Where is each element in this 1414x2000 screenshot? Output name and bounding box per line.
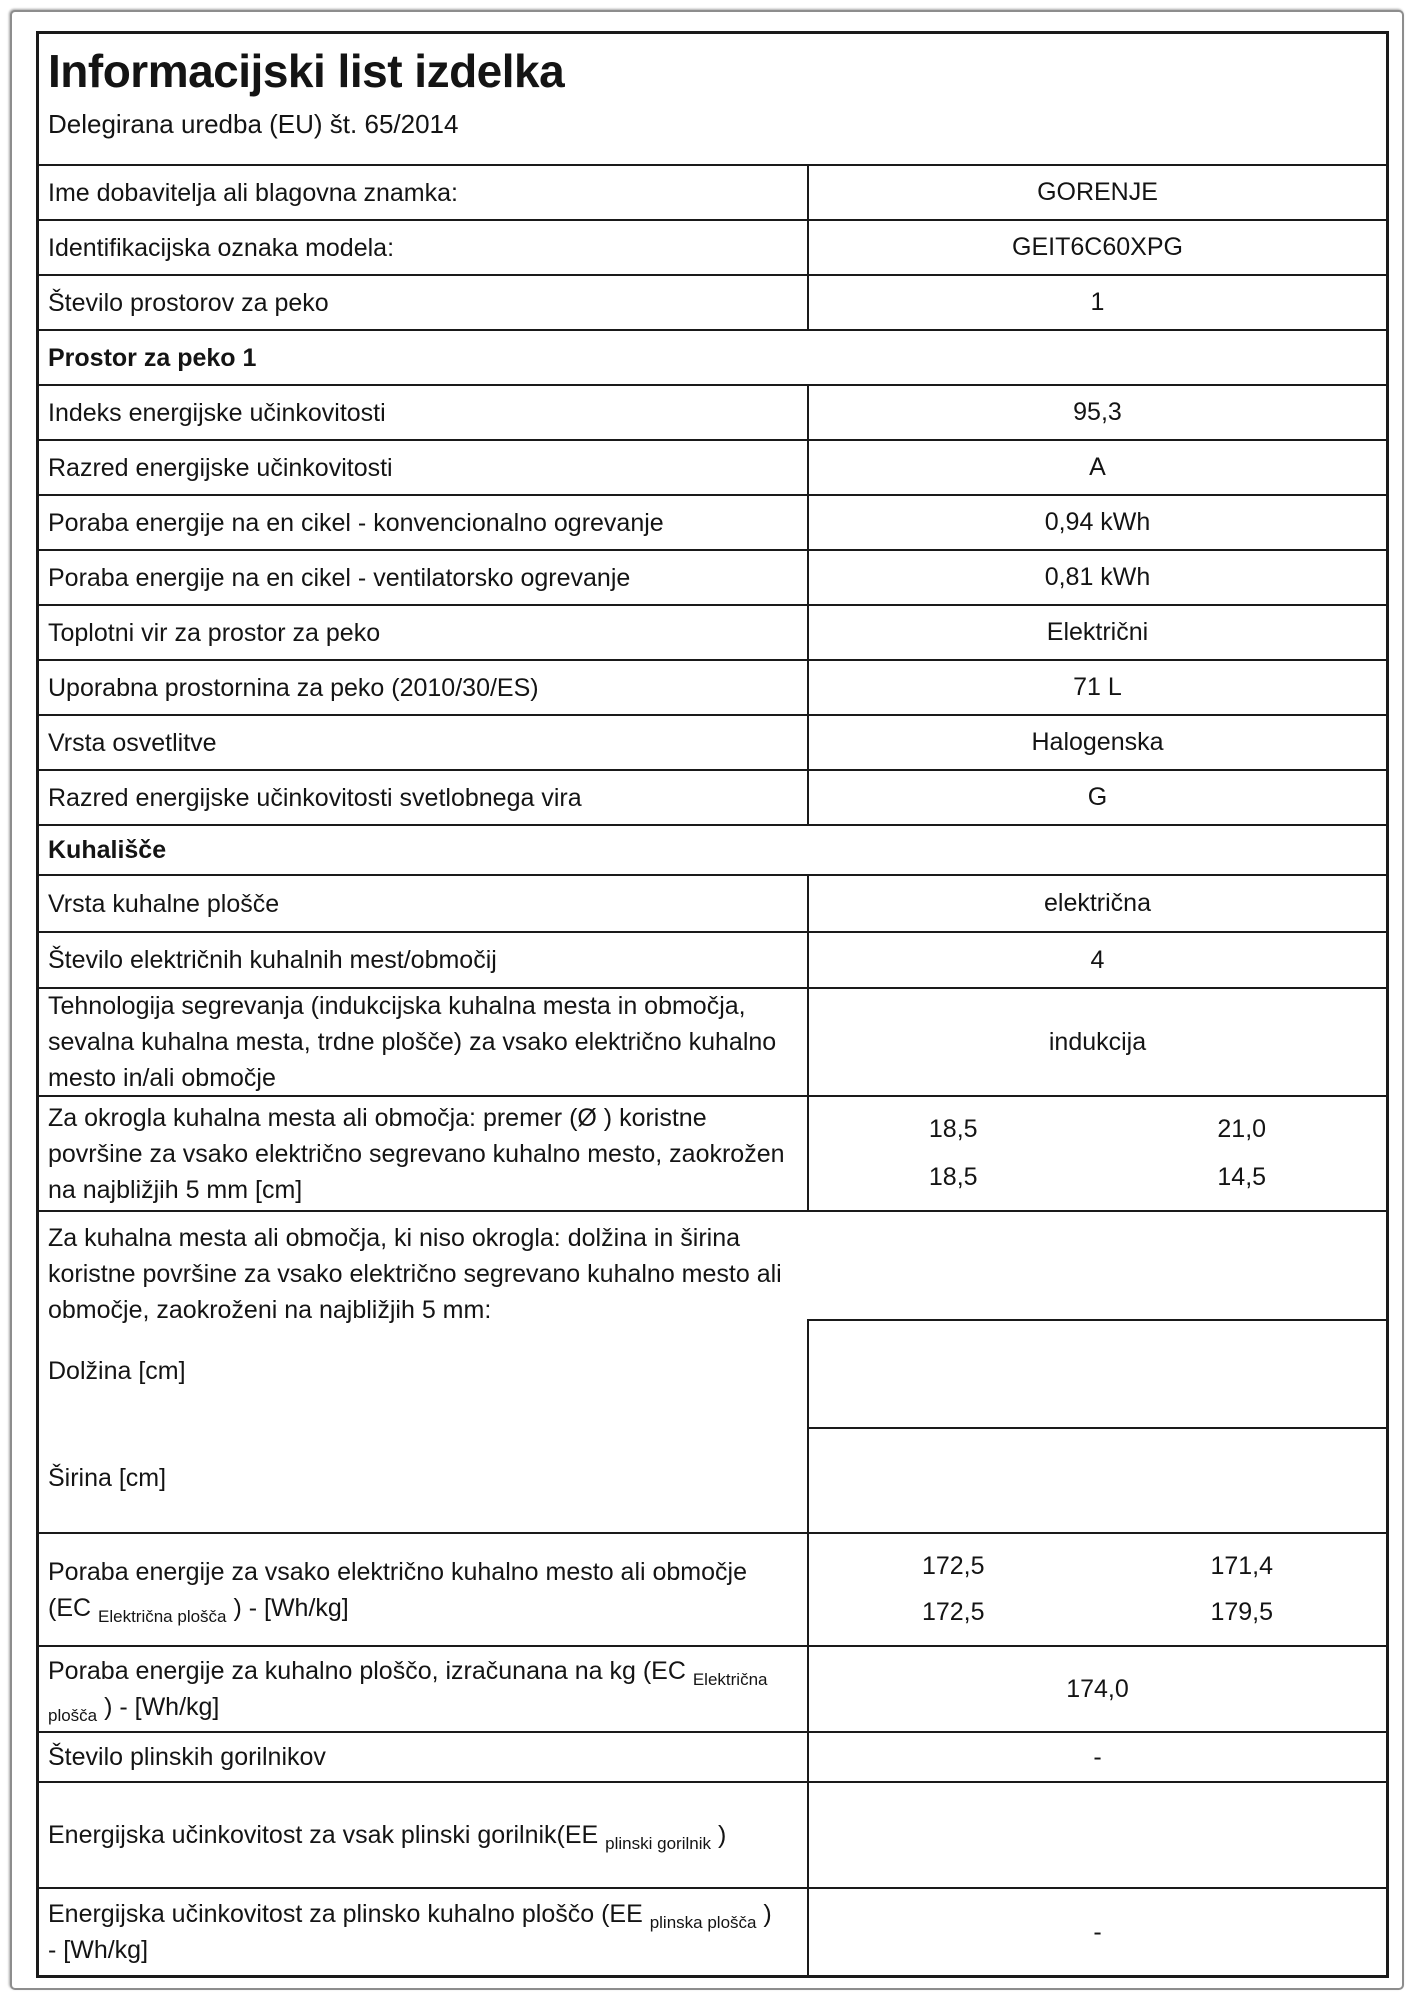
row-label: Identifikacijska oznaka modela: — [48, 233, 395, 262]
row-label: Uporabna prostornina za peko (2010/30/ES) — [48, 673, 539, 702]
diameter-values-grid — [807, 1097, 1386, 1210]
row-value: Električni — [807, 606, 1386, 659]
row-value: - — [807, 1889, 1386, 1975]
label-text: Energijska učinkovitost za vsak plinski gorilnik(EE — [48, 1821, 606, 1849]
row-value: električna — [807, 876, 1386, 931]
length-label: Dolžina [cm] — [48, 1357, 186, 1385]
diameter-value: 18,5 — [928, 1162, 978, 1191]
length-value-cell — [807, 1319, 1386, 1427]
row-label — [39, 1783, 807, 1887]
row-label — [39, 1647, 807, 1731]
table-row-zone-energy-consumption — [39, 1532, 1386, 1645]
row-value: - — [807, 1733, 1386, 1781]
row-label: Za kuhalna mesta ali območja, ki niso okrogla: dolžina in širina koristne površine za vsako električno segrevano kuhalno mesto ali območje, zaokroženi na najbližjih 5 mm: — [48, 1224, 782, 1324]
label-text: ) - [Wh/kg] — [226, 1593, 349, 1622]
row-label: Število prostorov za peko — [48, 288, 329, 317]
row-label: Poraba energije na en cikel - konvencionalno ogrevanje — [48, 508, 664, 537]
table-row-eei — [39, 384, 1386, 439]
consumption-value: 179,5 — [1210, 1598, 1274, 1627]
row-value: GEIT6C60XPG — [807, 221, 1386, 274]
table-row-conventional-consumption — [39, 494, 1386, 549]
width-label: Širina [cm] — [48, 1464, 167, 1492]
table-row-round-zone-diameters — [39, 1095, 1386, 1210]
section-title: Prostor za peko 1 — [48, 343, 257, 372]
label-text: Poraba energije za vsako električno kuhalno mesto ali območje (EC — [48, 1557, 747, 1622]
consumption-value: 172,5 — [921, 1551, 985, 1580]
row-label: Toplotni vir za prostor za peko — [48, 618, 381, 647]
table-row-hob-energy-per-kg — [39, 1645, 1386, 1731]
table-row-zone-count — [39, 931, 1386, 987]
table-row-non-round-zones — [39, 1210, 1386, 1532]
label-text: ) — [711, 1821, 727, 1849]
page-border — [10, 10, 1404, 1990]
regulation-subtitle: Delegirana uredba (EU) št. 65/2014 — [48, 109, 459, 140]
section-title: Kuhališče — [48, 836, 167, 864]
label-subscript: Električna plošča — [98, 1606, 227, 1626]
row-label: Število plinskih gorilnikov — [48, 1743, 326, 1771]
row-label: Število električnih kuhalnih mest/območij — [48, 946, 497, 974]
table-row-lighting-type — [39, 714, 1386, 769]
row-value: G — [807, 771, 1386, 824]
table-row-energy-class — [39, 439, 1386, 494]
row-label: Razred energijske učinkovitosti svetlobnega vira — [48, 783, 582, 812]
consumption-value: 171,4 — [1210, 1551, 1274, 1580]
row-label: Tehnologija segrevanja (indukcijska kuhalna mesta in območja, sevalna kuhalna mesta, trdne plošče) za vsako električno kuhalno mesto in/ali območje — [48, 992, 777, 1092]
label-text: Energijska učinkovitost za plinsko kuhalno ploščo (EE — [48, 1900, 650, 1928]
row-label: Razred energijske učinkovitosti — [48, 453, 393, 482]
consumption-values-grid — [807, 1534, 1386, 1645]
row-label: Indeks energijske učinkovitosti — [48, 398, 386, 427]
diameter-value: 18,5 — [928, 1115, 978, 1144]
row-value — [807, 1783, 1386, 1887]
row-label — [39, 1534, 807, 1645]
row-value: Halogenska — [807, 716, 1386, 769]
label-text: ) - [Wh/kg] — [48, 1900, 772, 1964]
row-value: indukcija — [807, 989, 1386, 1095]
row-value: 0,81 kWh — [807, 551, 1386, 604]
row-label: Vrsta osvetlitve — [48, 728, 217, 757]
consumption-value: 172,5 — [921, 1598, 985, 1627]
row-value: 0,94 kWh — [807, 496, 1386, 549]
row-value: 4 — [807, 933, 1386, 987]
table-row-light-class — [39, 769, 1386, 824]
width-value-cell — [807, 1427, 1386, 1534]
diameter-value: 14,5 — [1217, 1162, 1267, 1191]
row-label: Ime dobavitelja ali blagovna znamka: — [48, 178, 458, 207]
table-row-heat-source — [39, 604, 1386, 659]
label-subscript: plinska plošča — [649, 1913, 757, 1932]
table-row-volume — [39, 659, 1386, 714]
section-header-cavity — [39, 329, 1386, 384]
row-label: Za okrogla kuhalna mesta ali območja: premer (Ø ) koristne površine za vsako električno segrevano kuhalno mesto, zaokrožen na najbližjih 5 mm [cm] — [48, 1103, 785, 1204]
row-value: A — [807, 441, 1386, 494]
table-row-gas-hob-efficiency — [39, 1887, 1386, 1975]
section-header-hob — [39, 824, 1386, 874]
row-value: GORENJE — [807, 166, 1386, 219]
label-subscript: plinski gorilnik — [605, 1834, 711, 1853]
table-row-model-id — [39, 219, 1386, 274]
row-value: 1 — [807, 276, 1386, 329]
label-text: Poraba energije za kuhalno ploščo, izračunana na kg (EC — [48, 1657, 693, 1685]
table-row-gas-burner-efficiency — [39, 1781, 1386, 1887]
row-label — [39, 1889, 807, 1975]
row-value: 174,0 — [807, 1647, 1386, 1731]
row-label: Vrsta kuhalne plošče — [48, 889, 280, 918]
row-label: Poraba energije na en cikel - ventilatorsko ogrevanje — [48, 563, 631, 592]
row-value: 95,3 — [807, 386, 1386, 439]
diameter-value: 21,0 — [1217, 1115, 1267, 1144]
label-subscript: Električna plošča — [48, 1670, 768, 1725]
label-text: ) - [Wh/kg] — [97, 1693, 220, 1721]
product-fiche-table — [36, 31, 1389, 1978]
table-row-hob-type — [39, 874, 1386, 931]
page-title: Informacijski list izdelka — [48, 45, 565, 97]
table-row-cavity-count — [39, 274, 1386, 329]
table-row-gas-burner-count — [39, 1731, 1386, 1781]
table-row-supplier — [39, 164, 1386, 219]
table-row-fan-consumption — [39, 549, 1386, 604]
header-cell — [39, 34, 1386, 164]
row-value: 71 L — [807, 661, 1386, 714]
table-row-heating-technology — [39, 987, 1386, 1095]
